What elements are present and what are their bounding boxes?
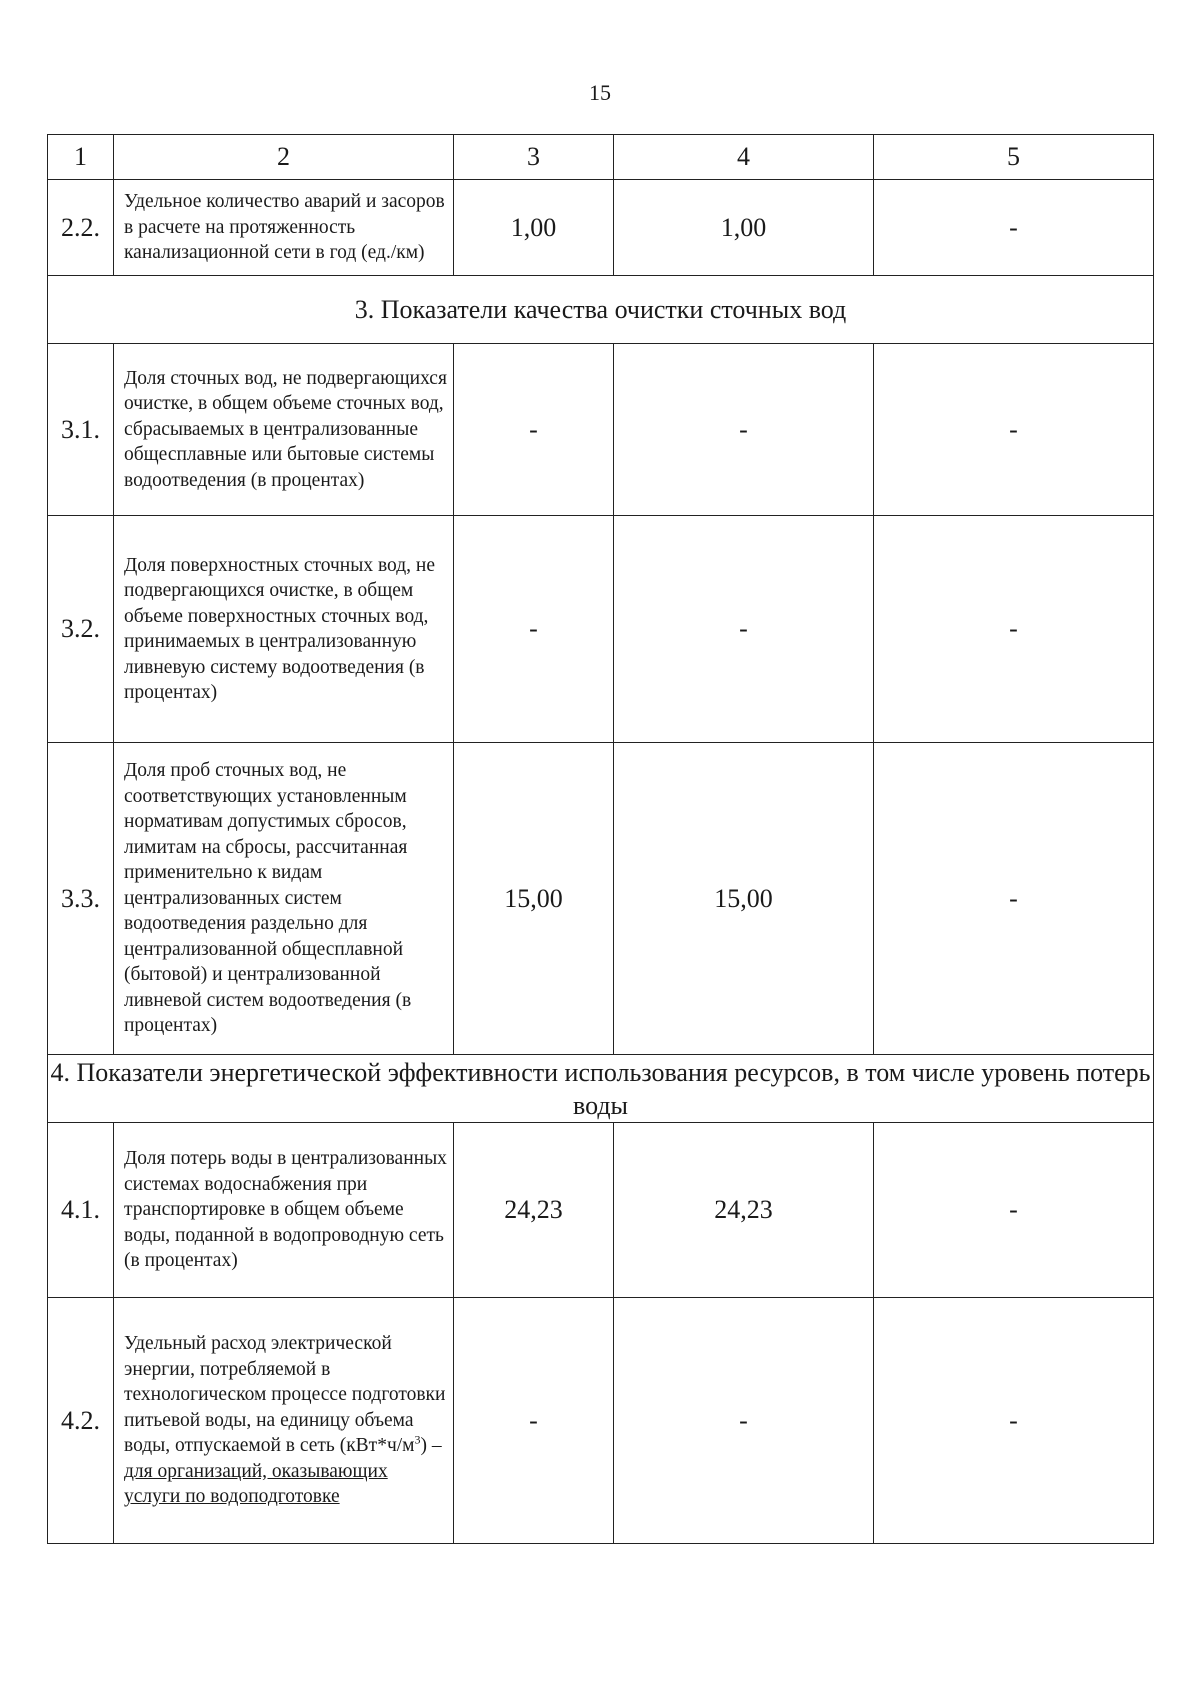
row-description: Доля потерь воды в централизованных системах водоснабжения при транспортировке в общем объеме воды, поданной в водопроводную сеть (в процентах): [114, 1123, 454, 1298]
table-row: [48, 180, 1154, 276]
value-col5: -: [874, 180, 1154, 276]
value-col5: -: [874, 516, 1154, 743]
section-heading-4: 4. Показатели энергетической эффективности использования ресурсов, в том числе уровень потерь воды: [48, 1055, 1154, 1123]
section-row: [48, 276, 1154, 344]
row-description: [114, 1298, 454, 1544]
row-number: 3.3.: [48, 743, 114, 1055]
table-row: [48, 344, 1154, 516]
row-number: 3.1.: [48, 344, 114, 516]
row-description-dash: ) –: [420, 1435, 442, 1457]
value-col3: -: [454, 516, 614, 743]
value-col3: -: [454, 344, 614, 516]
column-number-3: 3: [454, 135, 614, 180]
value-col3: -: [454, 1298, 614, 1544]
row-description-text: Удельный расход электрической энергии, потребляемой в технологическом процессе подготовки питьевой воды, на единицу объема воды, отпускаемой в сеть (кВт*ч/м: [124, 1333, 446, 1457]
table-row: [48, 1123, 1154, 1298]
table-row: [48, 1298, 1154, 1544]
value-col4: 24,23: [614, 1123, 874, 1298]
value-col5: -: [874, 1123, 1154, 1298]
indicators-table: [47, 134, 1154, 1544]
column-number-4: 4: [614, 135, 874, 180]
value-col3: 1,00: [454, 180, 614, 276]
row-description-underlined: для организаций, оказывающих услуги по водоподготовке: [124, 1460, 388, 1508]
value-col4: -: [614, 1298, 874, 1544]
row-number: 3.2.: [48, 516, 114, 743]
value-col4: 1,00: [614, 180, 874, 276]
table-row: [48, 516, 1154, 743]
row-description: Доля поверхностных сточных вод, не подвергающихся очистке, в общем объеме поверхностных сточных вод, принимаемых в централизованную ливневую систему водоотведения (в процентах): [114, 516, 454, 743]
value-col4: -: [614, 344, 874, 516]
table-row: [48, 743, 1154, 1055]
value-col5: -: [874, 743, 1154, 1055]
value-col5: -: [874, 344, 1154, 516]
row-description: Доля проб сточных вод, не соответствующих установленным нормативам допустимых сбросов, лимитам на сбросы, рассчитанная применительно к видам централизованных систем водоотведения раздельно для централизованной общесплавной (бытовой) и централизованной ливневой систем водоотведения (в процентах): [114, 743, 454, 1055]
row-number: 4.1.: [48, 1123, 114, 1298]
row-number: 4.2.: [48, 1298, 114, 1544]
row-description: Доля сточных вод, не подвергающихся очистке, в общем объеме сточных вод, сбрасываемых в централизованные общесплавные или бытовые системы водоотведения (в процентах): [114, 344, 454, 516]
section-row: [48, 1055, 1154, 1123]
row-description: Удельное количество аварий и засоров в расчете на протяженность канализационной сети в год (ед./км): [114, 180, 454, 276]
value-col3: 24,23: [454, 1123, 614, 1298]
page-number: 15: [589, 80, 611, 105]
value-col5: -: [874, 1298, 1154, 1544]
column-number-2: 2: [114, 135, 454, 180]
value-col4: -: [614, 516, 874, 743]
row-number: 2.2.: [48, 180, 114, 276]
column-number-5: 5: [874, 135, 1154, 180]
value-col3: 15,00: [454, 743, 614, 1055]
superscript-exponent: 3: [414, 1432, 421, 1447]
value-col4: 15,00: [614, 743, 874, 1055]
section-heading-3: 3. Показатели качества очистки сточных вод: [48, 276, 1154, 344]
table-header-row: [48, 135, 1154, 180]
column-number-1: 1: [48, 135, 114, 180]
